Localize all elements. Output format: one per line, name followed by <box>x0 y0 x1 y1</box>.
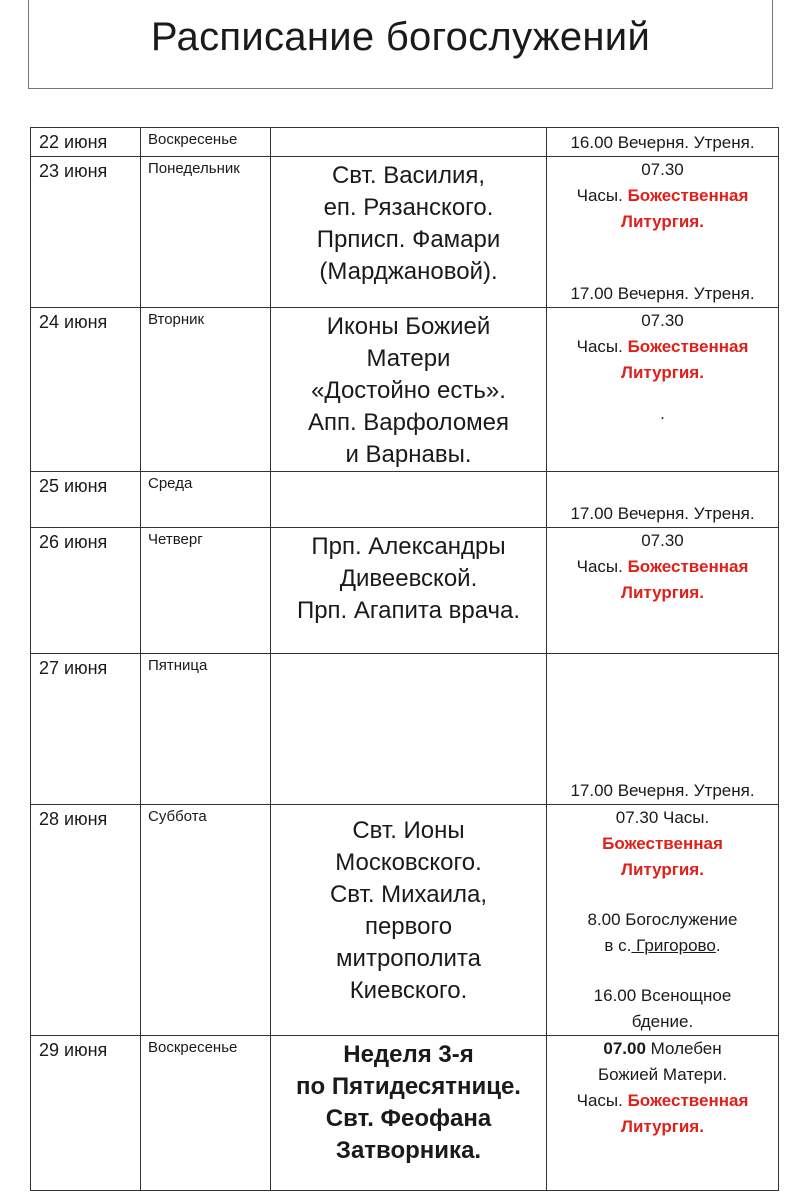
service-liturgy: Божественная Литургия. <box>602 834 723 879</box>
feast-line: Свт. Василия, <box>331 162 486 189</box>
service-evening: 16.00 Вечерня. Утреня. <box>570 133 755 152</box>
feast-line: «Достойно есть». <box>311 377 506 404</box>
service-liturgy: Часы. Божественная Литургия. <box>576 1091 749 1136</box>
service-cell <box>547 157 779 308</box>
feast-text <box>271 157 546 288</box>
service-evening: 17.00 Вечерня. Утреня. <box>570 284 755 303</box>
feast-line: Затворника. <box>335 1137 482 1164</box>
day-cell: Вторник <box>141 308 271 472</box>
date-cell: 26 июня <box>31 528 141 654</box>
service-liturgy: Часы. Божественная Литургия. <box>576 337 749 382</box>
feast-line: и Варнавы. <box>345 441 472 468</box>
feast-line: митрополита <box>336 945 481 972</box>
service-liturgy: Часы. Божественная Литургия. <box>576 557 749 602</box>
feast-line: Иконы Божией <box>326 313 491 340</box>
day-cell: Четверг <box>141 528 271 654</box>
service-time: 07.30 Часы. <box>615 808 710 827</box>
service-cell <box>547 1036 779 1191</box>
feast-text <box>271 805 546 1007</box>
feast-line: Киевского. <box>349 977 468 1004</box>
feast-line: Прп. Агапита врача. <box>296 597 521 624</box>
feast-line: Московского. <box>335 849 482 876</box>
feast-text <box>271 1036 546 1167</box>
table-row <box>31 157 779 308</box>
feast-line: Свт. Феофана <box>325 1105 492 1132</box>
table-row <box>31 308 779 472</box>
table-row <box>31 1036 779 1191</box>
day-cell: Воскресенье <box>141 1036 271 1191</box>
feast-text <box>271 308 546 471</box>
service-time: 07.30 <box>641 311 684 330</box>
table-row <box>31 528 779 654</box>
date-cell: 23 июня <box>31 157 141 308</box>
service-cell <box>547 805 779 1036</box>
day-cell: Воскресенье <box>141 128 271 157</box>
service-evening: 17.00 Вечерня. Утреня. <box>570 781 755 800</box>
service-extra: 8.00 Богослужение в с. Григорово. <box>587 910 738 955</box>
service-cell <box>547 472 779 528</box>
service-time: 07.30 <box>641 160 684 179</box>
feast-cell <box>271 654 547 805</box>
feast-cell <box>271 308 547 472</box>
feast-line: Апп. Варфоломея <box>307 409 510 436</box>
service-cell <box>547 308 779 472</box>
table-row <box>31 128 779 157</box>
service-dot: . <box>660 404 665 423</box>
feast-cell <box>271 128 547 157</box>
service-cell <box>547 128 779 157</box>
date-cell: 28 июня <box>31 805 141 1036</box>
day-cell: Суббота <box>141 805 271 1036</box>
feast-line: Прписп. Фамари <box>316 226 501 253</box>
table-row <box>31 654 779 805</box>
feast-cell <box>271 1036 547 1191</box>
feast-line: Прп. Александры <box>311 533 506 560</box>
title-box-top <box>28 0 773 12</box>
feast-line: Свт. Ионы <box>352 817 465 844</box>
table-row <box>31 805 779 1036</box>
date-cell: 25 июня <box>31 472 141 528</box>
service-cell <box>547 528 779 654</box>
feast-line: еп. Рязанского. <box>323 194 494 221</box>
date-cell: 24 июня <box>31 308 141 472</box>
table-row <box>31 472 779 528</box>
day-cell: Среда <box>141 472 271 528</box>
service-evening: 17.00 Вечерня. Утреня. <box>570 504 755 523</box>
service-cell <box>547 654 779 805</box>
date-cell: 29 июня <box>31 1036 141 1191</box>
date-cell: 27 июня <box>31 654 141 805</box>
feast-line: по Пятидесятнице. <box>296 1073 521 1100</box>
feast-cell <box>271 157 547 308</box>
service-liturgy: Часы. Божественная Литургия. <box>576 186 749 231</box>
day-cell: Понедельник <box>141 157 271 308</box>
service-vigil: 16.00 Всенощное бдение. <box>593 986 732 1031</box>
feast-cell <box>271 528 547 654</box>
feast-cell <box>271 805 547 1036</box>
feast-line: Матери <box>366 345 451 372</box>
title-box <box>28 12 773 89</box>
feast-line: Дивеевской. <box>339 565 478 592</box>
day-cell: Пятница <box>141 654 271 805</box>
feast-text <box>271 528 546 627</box>
feast-line: первого <box>364 913 453 940</box>
feast-line: Неделя 3-я <box>343 1041 474 1068</box>
schedule-table <box>30 127 779 1191</box>
feast-line: (Марджановой). <box>319 258 498 285</box>
service-moleben: 07.00 Молебен Божией Матери. <box>597 1039 728 1084</box>
page-title: Расписание богослужений <box>150 15 651 59</box>
date-cell: 22 июня <box>31 128 141 157</box>
feast-line: Свт. Михаила, <box>329 881 488 908</box>
feast-cell <box>271 472 547 528</box>
service-time: 07.30 <box>641 531 684 550</box>
